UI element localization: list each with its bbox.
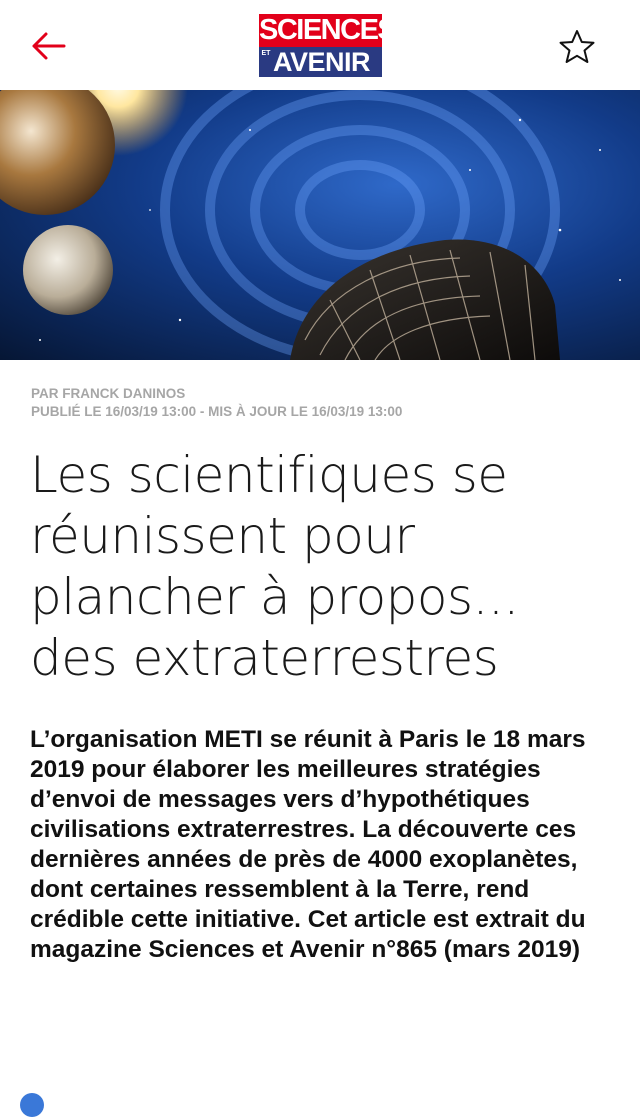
bottom-indicator xyxy=(20,1093,44,1117)
back-button[interactable] xyxy=(26,24,70,68)
article-hero-image xyxy=(0,90,640,360)
logo-avenir-band xyxy=(259,47,382,77)
star-outline-icon xyxy=(558,29,596,65)
article-dates: PUBLIÉ LE 16/03/19 13:00 - MIS À JOUR LE 16/03/19 13:00 xyxy=(31,404,403,419)
top-bar xyxy=(0,0,640,90)
article-title: Les scientifiques se réunissent pour plancher à propos... des extraterrestres xyxy=(30,446,519,687)
article-author: PAR FRANCK DANINOS xyxy=(31,386,186,401)
article-lead: L’organisation METI se réunit à Paris le 18 mars 2019 pour élaborer les meilleures stratégies d’envoi de messages vers d’hypothétiques civilisations extraterrestres. La découverte ces dernières années de près de 4000 exoplanètes, dont certaines ressemblent à la Terre, rend crédible cette initiative. Cet article est extrait du magazine Sciences et Avenir n°865 (mars 2019) xyxy=(30,726,586,963)
arrow-left-icon xyxy=(30,31,66,61)
article-meta xyxy=(31,385,621,421)
logo-avenir: AVENIR xyxy=(273,47,371,77)
site-logo[interactable] xyxy=(259,14,396,77)
logo-sciences: SCIENCES xyxy=(259,14,396,46)
favorite-button[interactable] xyxy=(554,24,600,70)
logo-et: ET xyxy=(261,50,271,57)
hero-illustration xyxy=(0,90,640,360)
